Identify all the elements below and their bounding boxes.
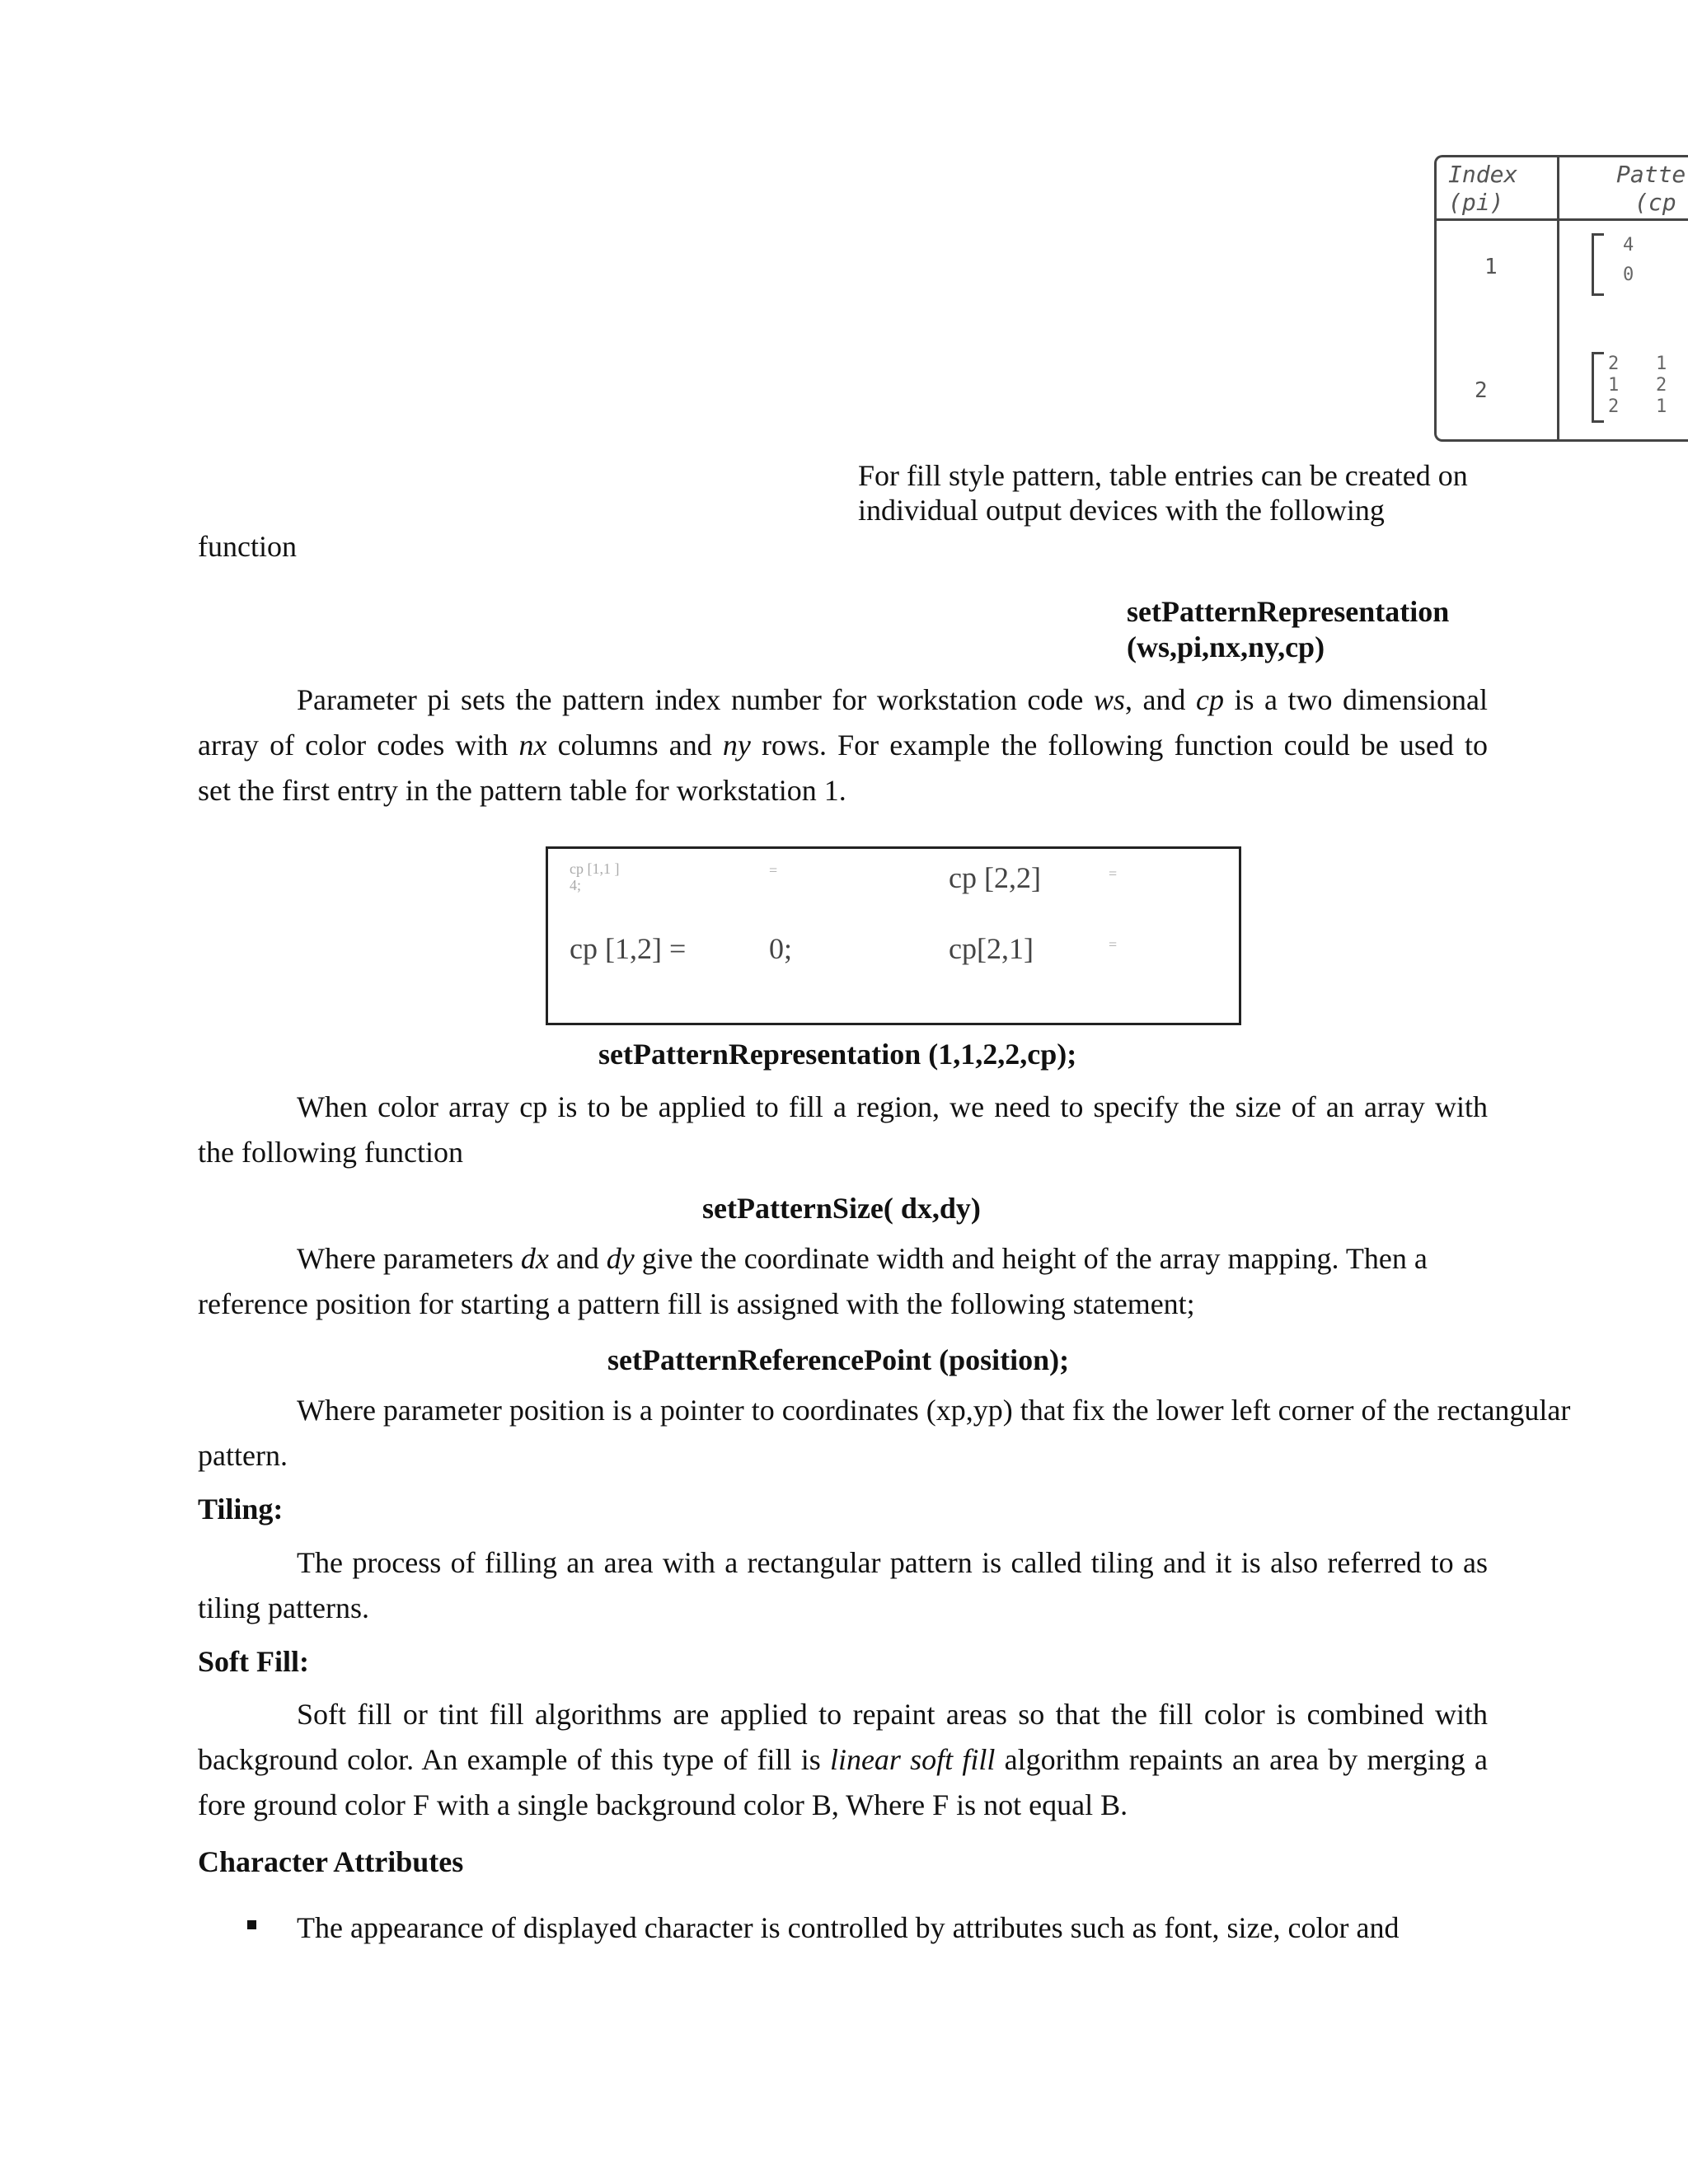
paragraph-line: tiling patterns. xyxy=(198,1591,369,1624)
bullet-icon xyxy=(247,1920,256,1929)
cp-cell-faint: = xyxy=(1109,865,1118,882)
matrix-cell: 1 xyxy=(1608,375,1620,396)
paragraph-line: background color. An example of this type of fill is linear soft fill algorithm repaints an area by merging a xyxy=(198,1743,1488,1776)
table-row-index: 2 xyxy=(1475,378,1488,403)
paragraph-line: set the first entry in the pattern table for workstation 1. xyxy=(198,774,846,807)
matrix-cell: 2 xyxy=(1656,375,1667,396)
paragraph-line: the following function xyxy=(198,1136,463,1169)
cp-cell-faint: = xyxy=(769,862,778,879)
matrix-cell: 2 xyxy=(1608,396,1620,417)
paragraph-line: The process of filling an area with a rectangular pattern is called tiling and it is also referred to as xyxy=(297,1546,1488,1579)
matrix-bracket xyxy=(1592,233,1604,296)
cp-assignment-box xyxy=(546,846,1241,1025)
matrix-cell: 0 xyxy=(1623,265,1634,285)
paragraph-line: fore ground color F with a single background color B, Where F is not equal B. xyxy=(198,1788,1128,1821)
paragraph-line: Where parameter position is a pointer to coordinates (xp,yp) that fix the lower left corner of the rectangular xyxy=(297,1394,1571,1427)
cp-cell: cp [1,2] = xyxy=(570,932,687,965)
cp-cell: 0; xyxy=(769,932,793,965)
function-call: setPatternReferencePoint (position); xyxy=(607,1343,1070,1376)
cp-cell-faint: cp [1,1 ] xyxy=(570,860,620,877)
function-signature: (ws,pi,nx,ny,cp) xyxy=(1127,630,1325,663)
matrix-cell: 1 xyxy=(1656,354,1667,374)
function-call: setPatternRepresentation (1,1,2,2,cp); xyxy=(598,1038,1077,1071)
function-call: setPatternSize( dx,dy) xyxy=(702,1192,981,1225)
matrix-cell: 2 xyxy=(1608,354,1620,374)
bullet-item: The appearance of displayed character is controlled by attributes such as font, size, color and xyxy=(297,1911,1400,1944)
section-heading-soft-fill: Soft Fill: xyxy=(198,1645,309,1678)
intro-line-1: For fill style pattern, table entries can be created on xyxy=(858,459,1468,492)
table-header-index: Index (pi) xyxy=(1448,161,1518,216)
table-column-divider xyxy=(1557,157,1559,439)
matrix-cell: 1 xyxy=(1656,396,1667,417)
intro-line-3: function xyxy=(198,530,297,563)
table-row-index: 1 xyxy=(1484,255,1498,279)
table-header-pattern: Patte (cp xyxy=(1616,161,1686,216)
cp-cell-faint: = xyxy=(1109,936,1118,953)
function-signature: setPatternRepresentation xyxy=(1127,595,1450,628)
pattern-table xyxy=(1434,155,1688,442)
intro-line-2: individual output devices with the following xyxy=(858,494,1385,527)
paragraph-line: Soft fill or tint fill algorithms are applied to repaint areas so that the fill color is combined with xyxy=(297,1698,1488,1731)
paragraph-line: Where parameters dx and dy give the coordinate width and height of the array mapping. Then a xyxy=(297,1242,1428,1275)
section-heading-tiling: Tiling: xyxy=(198,1493,284,1526)
paragraph-line: reference position for starting a pattern fill is assigned with the following statement; xyxy=(198,1287,1195,1320)
cp-cell-faint: 4; xyxy=(570,877,582,893)
matrix-bracket xyxy=(1592,352,1604,423)
cp-cell: cp [2,2] xyxy=(949,861,1041,894)
paragraph-line: pattern. xyxy=(198,1439,288,1472)
cp-cell: cp[2,1] xyxy=(949,932,1034,965)
paragraph-line: array of color codes with nx columns and ny rows. For example the following function could be used to xyxy=(198,729,1488,762)
section-heading-character-attributes: Character Attributes xyxy=(198,1845,464,1878)
paragraph-line: When color array cp is to be applied to fill a region, we need to specify the size of an array with xyxy=(297,1090,1488,1123)
matrix-cell: 4 xyxy=(1623,235,1634,255)
table-header-divider xyxy=(1437,218,1688,221)
paragraph-line: Parameter pi sets the pattern index number for workstation code ws, and cp is a two dimensional xyxy=(297,683,1488,716)
